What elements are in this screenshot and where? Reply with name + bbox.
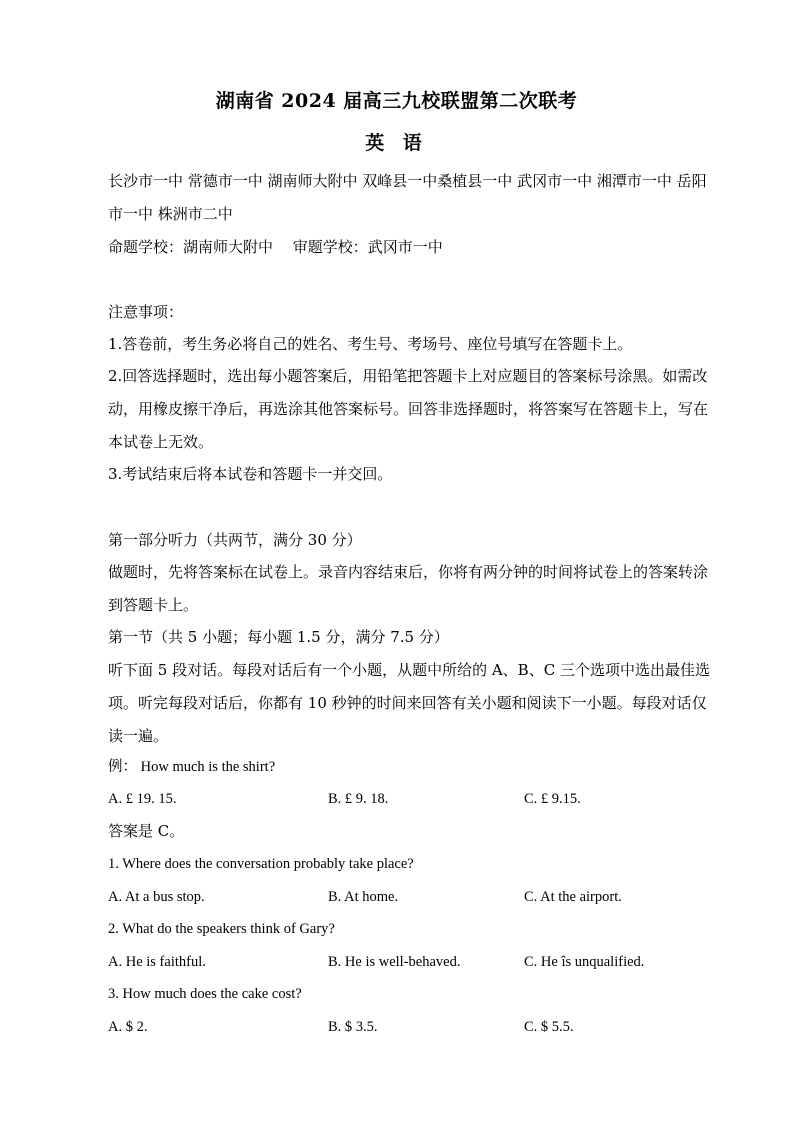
question-2-options bbox=[108, 946, 720, 979]
notice-item-1: 1.答卷前，考生务必将自己的姓名、考生号、考场号、座位号填写在答题卡上。 bbox=[108, 335, 633, 353]
notice-heading: 注意事项： bbox=[108, 303, 184, 321]
question-3-option-c: C. $ 5.5. bbox=[524, 1019, 574, 1035]
example-option-a: A. £ 19. 15. bbox=[108, 791, 177, 807]
question-1-option-c: C. At the airport. bbox=[524, 889, 622, 905]
example-answer: 答案是 C。 bbox=[108, 822, 185, 840]
question-3: 3. How much does the cake cost? bbox=[108, 986, 302, 1002]
question-3-option-a: A. $ 2. bbox=[108, 1019, 148, 1035]
part1-instruction: 做题时，先将答案标在试卷上。录音内容结束后，你将有两分钟的时间将试卷上的答案转涂到答题卡上。 bbox=[108, 563, 709, 614]
question-3-options bbox=[108, 1011, 720, 1044]
question-1-options bbox=[108, 881, 720, 914]
question-2-option-c: C. He îs unqualified. bbox=[524, 954, 645, 970]
example-prompt: 例： How much is the shirt? bbox=[108, 759, 276, 775]
question-1-option-b: B. At home. bbox=[328, 889, 399, 905]
part1-heading: 第一部分听力（共两节，满分 30 分） bbox=[108, 531, 362, 549]
question-2: 2. What do the speakers think of Gary? bbox=[108, 921, 335, 937]
subject-title: 英 语 bbox=[365, 132, 428, 154]
section1-instruction: 听下面 5 段对话。每段对话后有一个小题，从题中所给的 A、B、C 三个选项中选出最佳选项。听完每段对话后，你都有 10 秒钟的时间来回答有关小题和阅读下一小题。每段对话仅读一遍。 bbox=[108, 661, 710, 745]
question-1-option-a: A. At a bus stop. bbox=[108, 889, 205, 905]
exam-title: 湖南省 2024 届高三九校联盟第二次联考 bbox=[215, 90, 578, 112]
example-option-c: C. £ 9.15. bbox=[524, 791, 581, 807]
question-2-option-a: A. He is faithful. bbox=[108, 954, 206, 970]
author-schools: 命题学校：湖南师大附中 审题学校：武冈市一中 bbox=[108, 238, 443, 256]
question-1: 1. Where does the conversation probably take place? bbox=[108, 856, 414, 872]
section1-heading: 第一节（共 5 小题；每小题 1.5 分，满分 7.5 分） bbox=[108, 628, 449, 646]
example-option-b: B. £ 9. 18. bbox=[328, 791, 389, 807]
notice-item-3: 3.考试结束后将本试卷和答题卡一并交回。 bbox=[108, 465, 393, 483]
question-2-option-b: B. He is well-behaved. bbox=[328, 954, 461, 970]
question-3-option-b: B. $ 3.5. bbox=[328, 1019, 378, 1035]
participating-schools: 长沙市一中 常德市一中 湖南师大附中 双峰县一中桑植县一中 武冈市一中 湘潭市一中 岳阳市一中 株洲市二中 bbox=[108, 172, 707, 223]
example-options bbox=[108, 783, 720, 816]
notice-item-2: 2.回答选择题时，选出每小题答案后，用铅笔把答题卡上对应题目的答案标号涂黑。如需改动，用橡皮擦干净后，再选涂其他答案标号。回答非选择题时，将答案写在答题卡上，写在本试卷上无效。 bbox=[108, 367, 709, 451]
